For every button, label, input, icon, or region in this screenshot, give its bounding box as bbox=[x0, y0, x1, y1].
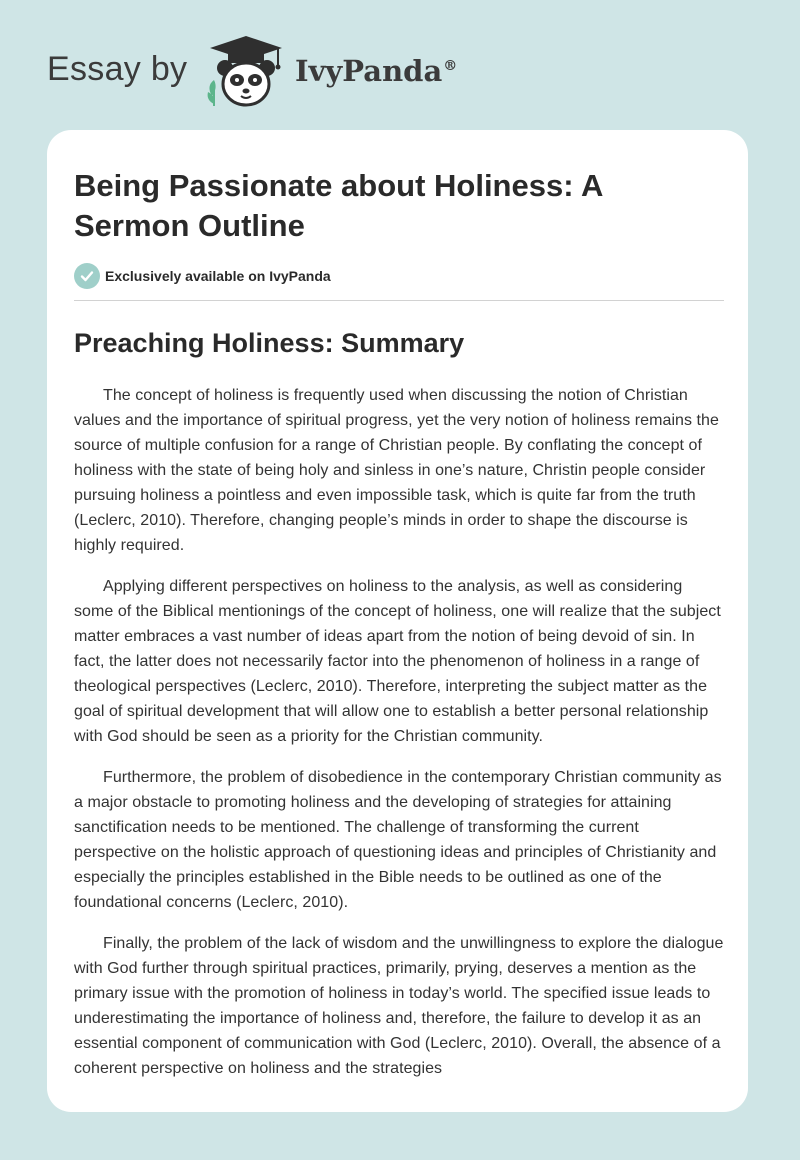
essay-content bbox=[74, 166, 724, 1097]
paragraph: Finally, the problem of the lack of wisdom and the unwillingness to explore the dialogue with God further through spiritual practices, primarily, prying, deserves a mention as the primary issue with the promotion of holiness in today’s world. The specified issue leads to underestimating the importance of holiness and, therefore, the failure to develop it as an essential component of communication with God (Leclerc, 2010). Overall, the absence of a coherent perspective on holiness and the strategies bbox=[74, 935, 724, 1077]
title-divider bbox=[74, 300, 724, 301]
page-title: Being Passionate about Holiness: A Sermon Outline bbox=[74, 168, 603, 243]
exclusive-badge bbox=[74, 263, 724, 289]
paragraph: The concept of holiness is frequently used when discussing the notion of Christian values and the importance of spiritual progress, yet the very notion of holiness remains the source of multiple confusion for a range of Christian people. By conflating the concept of holiness with the state of being holy and sinless in one’s nature, Christin people consider pursuing holiness a pointless and even impossible task, which is quite far from the truth (Leclerc, 2010). Therefore, changing people’s minds in order to shape the discourse is highly required. bbox=[74, 387, 719, 554]
badge-text: Exclusively available on IvyPanda bbox=[105, 268, 331, 284]
essay-body bbox=[74, 383, 724, 1081]
check-circle-icon bbox=[74, 263, 100, 289]
essay-card bbox=[47, 130, 748, 1112]
section-heading: Preaching Holiness: Summary bbox=[74, 328, 465, 358]
panda-graduate-logo-icon bbox=[202, 34, 290, 110]
paragraph: Furthermore, the problem of disobedience in the contemporary Christian community as a major obstacle to promoting holiness and the developing of strategies for attaining sanctification needs to be mentioned. The challenge of transforming the current perspective on the holistic approach of questioning ideas and principles of Christianity and especially the principles established in the Bible needs to be outlined as one of the foundational concerns (Leclerc, 2010). bbox=[74, 769, 722, 911]
brand-name: IvyPanda® bbox=[295, 54, 458, 88]
site-brand[interactable] bbox=[47, 32, 507, 112]
brand-prefix: Essay by bbox=[47, 50, 188, 88]
paragraph: Applying different perspectives on holiness to the analysis, as well as considering some of the Biblical mentionings of the concept of holiness, one will realize that the subject matter embraces a vast number of ideas apart from the notion of being devoid of sin. In fact, the latter does not necessarily factor into the phenomenon of holiness in a range of theological perspectives (Leclerc, 2010). Therefore, interpreting the subject matter as the goal of spiritual development that will allow one to establish a better personal relationship with God should be seen as a priority for the Christian community. bbox=[74, 578, 721, 745]
